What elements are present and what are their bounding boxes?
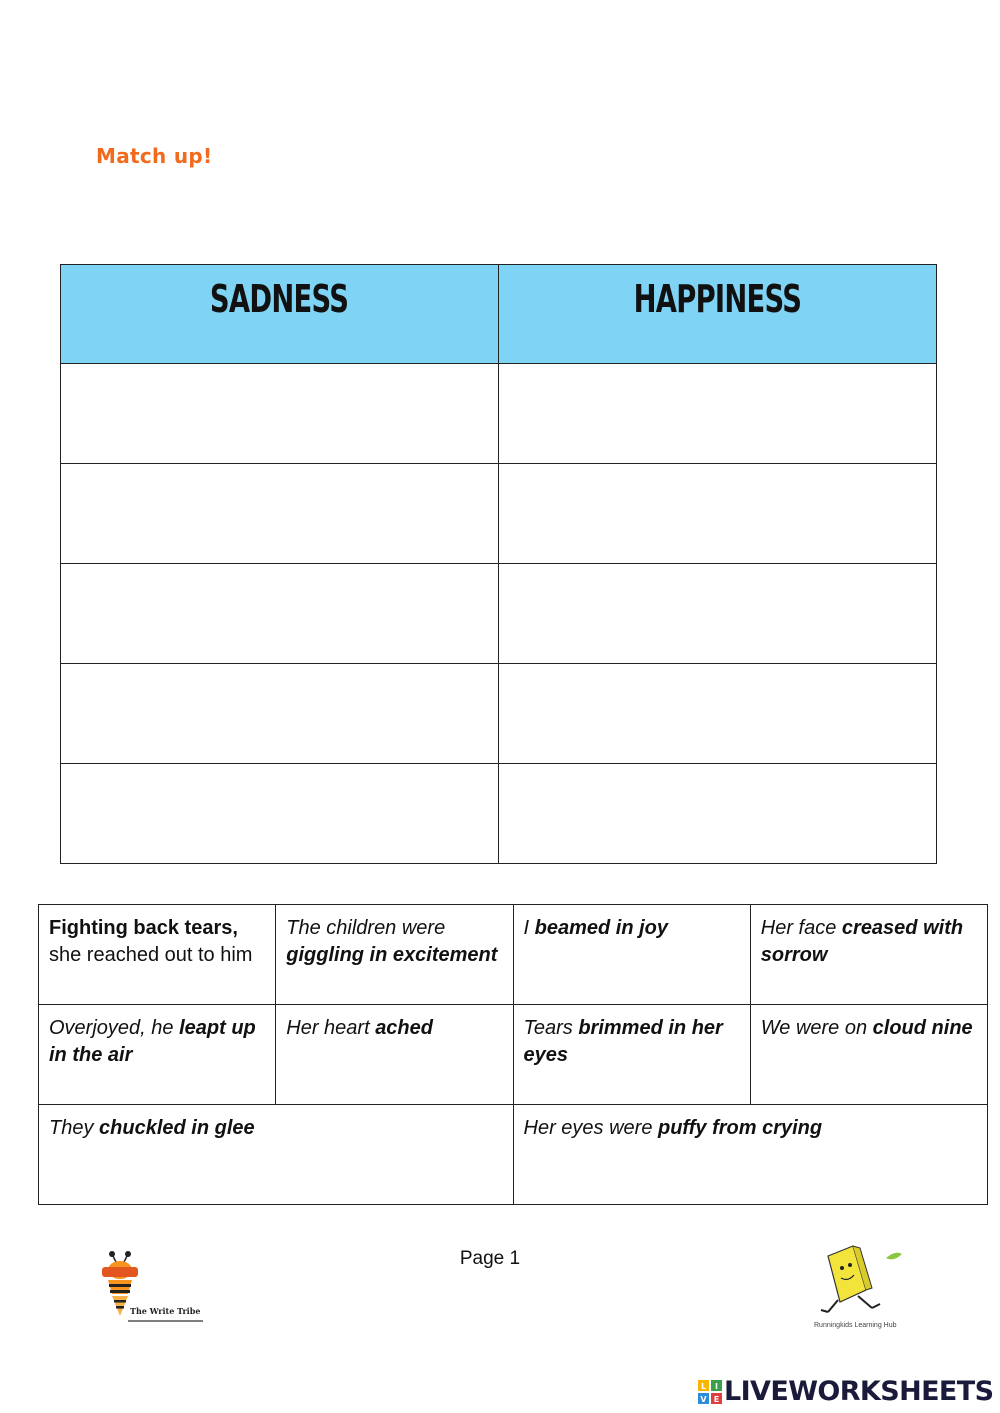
phrase-bank [38,904,988,1205]
drop-zone-happiness-3[interactable] [499,564,937,664]
phrase-card-giggling[interactable]: The children were giggling in excitement [276,905,513,1005]
header-sadness: SADNESS [61,265,499,364]
drop-zone-happiness-2[interactable] [499,464,937,564]
phrase-card-cloud-nine[interactable]: We were on cloud nine [750,1005,987,1105]
brand-icon-letter-i: I [715,1381,718,1391]
bee-icon [98,1250,208,1330]
phrase-card-chuckled[interactable]: They chuckled in glee [39,1105,514,1205]
drop-zone-sadness-5[interactable] [61,764,499,864]
worksheet-title: Match up! [96,144,213,168]
phrase-card-creased[interactable]: Her face creased with sorrow [750,905,987,1005]
running-book-icon [808,1240,908,1320]
page-number: Page 1 [459,1248,521,1269]
drop-zone-happiness-1[interactable] [499,364,937,464]
write-tribe-logo [98,1250,208,1330]
runningkids-logo [808,1240,908,1345]
drop-zone-sadness-1[interactable] [61,364,499,464]
brand-icon-letter-v: V [700,1394,707,1404]
phrase-card-leapt[interactable]: Overjoyed, he leapt up in the air [39,1005,276,1105]
phrase-card-fighting-back-tears[interactable]: Fighting back tears, she reached out to him [39,905,276,1005]
phrase-card-heart-ached[interactable]: Her heart ached [276,1005,513,1105]
drop-zone-happiness-4[interactable] [499,664,937,764]
sorting-table [60,264,937,864]
phrase-card-beamed[interactable]: I beamed in joy [513,905,750,1005]
liveworksheets-icon [698,1380,722,1404]
drop-zone-happiness-5[interactable] [499,764,937,864]
liveworksheets-brand [698,1376,993,1407]
brand-icon-letter-l: L [700,1381,707,1391]
write-tribe-logo-text: The Write Tribe [130,1306,201,1316]
header-happiness: HAPPINESS [499,265,937,364]
drop-zone-sadness-3[interactable] [61,564,499,664]
phrase-card-puffy[interactable]: Her eyes were puffy from crying [513,1105,988,1205]
drop-zone-sadness-2[interactable] [61,464,499,564]
runningkids-logo-text: Runningkids Learning Hub [814,1322,897,1329]
drop-zone-sadness-4[interactable] [61,664,499,764]
liveworksheets-wordmark: LIVEWORKSHEETS [724,1376,994,1407]
brand-icon-letter-e: E [713,1394,720,1404]
phrase-card-brimmed[interactable]: Tears brimmed in her eyes [513,1005,750,1105]
